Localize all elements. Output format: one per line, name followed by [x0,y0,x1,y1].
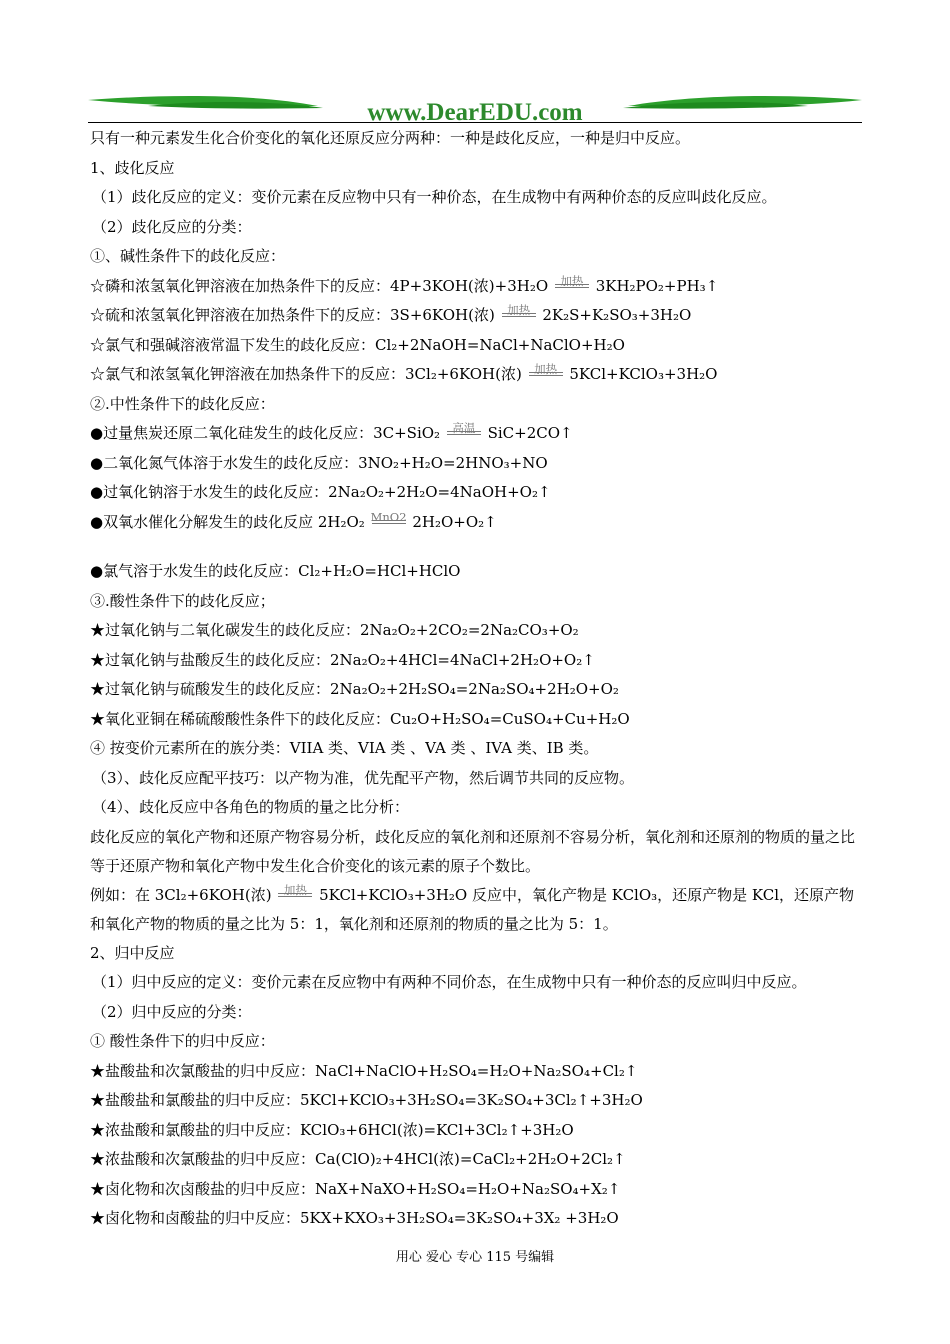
text-line: 1、歧化反应 [90,158,175,177]
text-line: （1）归中反应的定义：变价元素在反应物中有两种不同价态，在生成物中只有一种价态的反应叫归中反应。 [92,973,807,991]
text-line: （1）歧化反应的定义：变价元素在反应物中只有一种价态，在生成物中有两种价态的反应叫歧化反应。 [92,188,777,206]
text-line [90,537,862,557]
text-line: ★卤化物和卤酸盐的归中反应：5KX+KXO₃+3H₂SO₄=3K₂SO₄+3X₂ +3H₂O [90,1209,619,1227]
text-line: ①、碱性条件下的歧化反应： [90,247,286,265]
site-header [88,92,862,126]
text-line: ★盐酸盐和氯酸盐的归中反应：5KCl+KClO₃+3H₂SO₄=3K₂SO₄+3Cl₂↑+3H₂O [90,1091,643,1109]
text-line: 歧化反应的氧化产物和还原产物容易分析，歧化反应的氧化剂和还原剂不容易分析，氧化剂和还原剂的物质的量之比等于还原产物和氧化产物中发生化合价变化的该元素的原子个数比。 [90,827,856,875]
text-line: ③.酸性条件下的歧化反应； [90,591,275,610]
logo-text: www.DearEDU.com [367,99,583,126]
text-line: ★过氧化钠与盐酸反生的歧化反应：2Na₂O₂+4HCl=4NaCl+2H₂O+O₂↑ [90,650,595,669]
text-line: ★氧化亚铜在稀硫酸酸性条件下的歧化反应：Cu₂O+H₂SO₄=CuSO₄+Cu+H₂O [90,709,630,728]
double-equals-sign [555,284,589,288]
text-line: 只有一种元素发生化合价变化的氧化还原反应分两种：一种是歧化反应，一种是归中反应。 [90,129,691,147]
text-line: ★浓盐酸和次氯酸盐的归中反应：Ca(ClO)₂+4HCl(浓)=CaCl₂+2H₂O+2Cl₂↑ [90,1150,626,1168]
text-line: 例如：在 3Cl₂+6KOH(浓) 加热 5KCl+KClO₃+3H₂O 反应中，氧化产物是 KClO₃，还原产物是 KCl，还原产物和氧化产物的物质的量之比为 5：1，氧化剂和还原剂的物质的量之比为 5：1。 [90,881,862,939]
text-line: ●过量焦炭还原二氧化硅发生的歧化反应：3C+SiO₂ 高温 SiC+2CO↑ [90,419,862,449]
double-equals-sign [372,520,406,524]
reaction-condition [500,303,538,320]
text-line: ★过氧化钠与硫酸发生的歧化反应：2Na₂O₂+2H₂SO₄=2Na₂SO₄+2H₂O+O₂ [90,680,619,698]
page-footer: 用心 爱心 专心 115 号编辑 [395,1250,555,1265]
text-line: ☆氯气和浓氢氧化钾溶液在加热条件下的反应：3Cl₂+6KOH(浓) 加热 5KCl+KClO₃+3H₂O [90,360,862,390]
text-line: （2）归中反应的分类： [92,1002,252,1021]
condition-label: MnO2 [370,509,407,524]
text-line: ●氯气溶于水发生的歧化反应：Cl₂+H₂O=HCl+HClO [90,562,461,580]
condition-label: 加热 [560,273,584,288]
text-line: ④ 按变价元素所在的族分类：VIIA 类、VIA 类 、VA 类 、IVA 类、IB 类。 [90,739,599,757]
double-equals-sign [278,893,312,897]
text-line: ★盐酸盐和次氯酸盐的归中反应：NaCl+NaClO+H₂SO₄=H₂O+Na₂SO₄+Cl₂↑ [90,1061,638,1080]
logo-banner [88,92,862,126]
text-line: ●过氧化钠溶于水发生的歧化反应：2Na₂O₂+2H₂O=4NaOH+O₂↑ [90,483,551,501]
reaction-condition [553,273,591,291]
text-line: ②.中性条件下的歧化反应： [90,394,275,413]
reaction-condition [445,421,483,438]
text-line: ★过氧化钠与二氧化碳发生的歧化反应：2Na₂O₂+2CO₂=2Na₂CO₃+O₂ [90,621,579,639]
text-line: ★浓盐酸和氯酸盐的归中反应：KClO₃+6HCl(浓)=KCl+3Cl₂↑+3H₂O [90,1120,574,1139]
condition-label: 高温 [452,421,476,435]
reaction-condition [276,882,314,900]
condition-label: 加热 [283,882,307,897]
double-equals-sign [529,372,563,376]
header-rule [88,122,862,123]
reaction-condition [370,509,408,527]
text-line: 2、归中反应 [90,943,175,962]
condition-label: 加热 [534,362,558,376]
text-line: （2）歧化反应的分类： [92,217,252,236]
text-line: ① 酸性条件下的归中反应： [90,1032,275,1050]
text-line: ☆磷和浓氢氧化钾溶液在加热条件下的反应：4P+3KOH(浓)+3H₂O 加热 3KH₂PO₂+PH₃↑ [90,272,862,302]
condition-label: 加热 [507,303,531,317]
reaction-condition [527,362,565,379]
text-line: ●双氧水催化分解发生的歧化反应 2H₂O₂ MnO2 2H₂O+O₂↑ [90,508,862,538]
text-line: （3）、歧化反应配平技巧：以产物为准，优先配平产物，然后调节共同的反应物。 [92,768,635,787]
text-line: ☆硫和浓氢氧化钾溶液在加热条件下的反应：3S+6KOH(浓) 加热 2K₂S+K₂SO₃+3H₂O [90,301,862,331]
double-equals-sign [447,431,481,435]
document-body [90,124,862,1234]
text-line: ★卤化物和次卤酸盐的归中反应：NaX+NaXO+H₂SO₄=H₂O+Na₂SO₄+X₂↑ [90,1179,621,1198]
text-line: （4）、歧化反应中各角色的物质的量之比分析： [92,798,410,816]
text-line: ☆氯气和强碱溶液常温下发生的歧化反应：Cl₂+2NaOH=NaCl+NaClO+H₂O [90,335,625,354]
double-equals-sign [502,313,536,317]
text-line: ●二氧化氮气体溶于水发生的歧化反应：3NO₂+H₂O=2HNO₃+NO [90,453,548,472]
